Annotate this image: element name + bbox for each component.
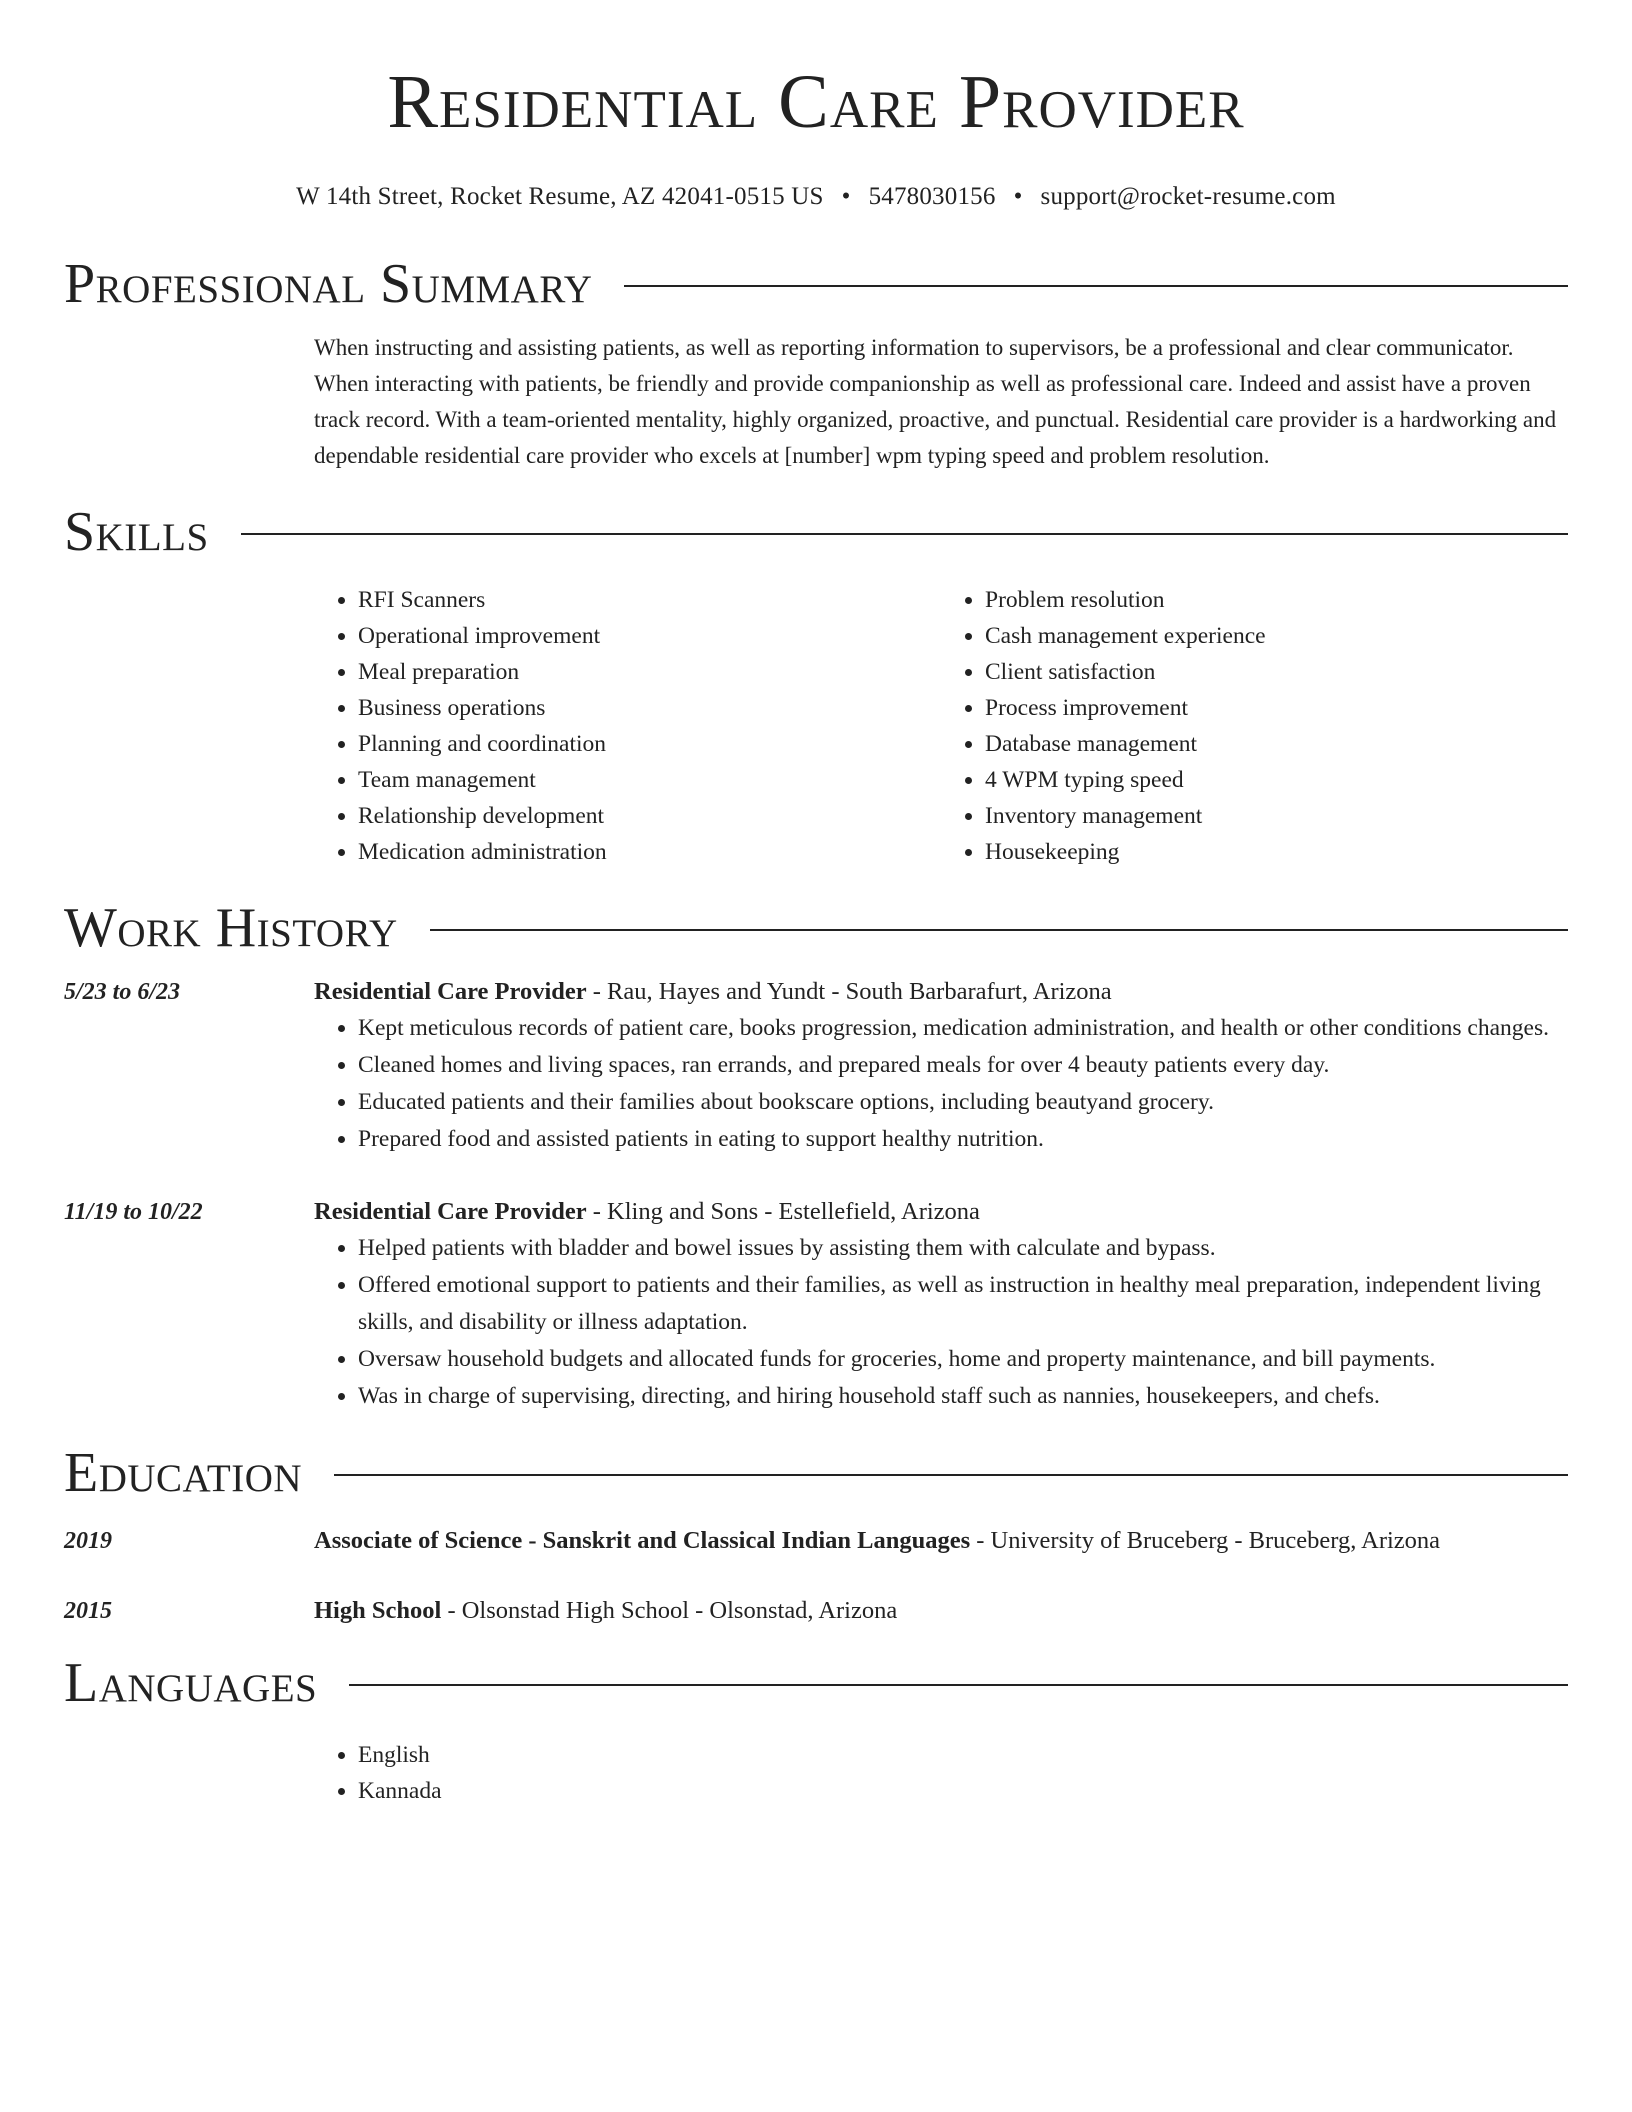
language-item: • English (358, 1737, 1568, 1773)
contact-separator: • (841, 183, 851, 210)
job-bullet: • Prepared food and assisted patients in eating to support healthy nutrition. (358, 1121, 1568, 1158)
skill-item: • Database management (985, 726, 1568, 762)
skill-item: • Inventory management (985, 798, 1568, 834)
skill-item: • Team management (358, 762, 941, 798)
job-bullets (314, 1010, 1568, 1158)
languages-list (314, 1737, 1568, 1809)
job-title-line (314, 974, 1568, 1010)
job-bullets (314, 1230, 1568, 1415)
skill-item: • Planning and coordination (358, 726, 941, 762)
summary-heading: Professional Summary (64, 253, 593, 315)
job-dates: 5/23 to 6/23 (64, 979, 181, 1005)
skills-heading: Skills (64, 501, 209, 563)
languages-section-header (64, 1651, 1568, 1715)
skill-item: • Meal preparation (358, 654, 941, 690)
job-dates: 11/19 to 10/22 (64, 1199, 203, 1225)
section-divider (241, 533, 1568, 535)
education-year: 2019 (64, 1528, 112, 1554)
skill-item: • 4 WPM typing speed (985, 762, 1568, 798)
job-role: Residential Care Provider (314, 1198, 587, 1225)
job-bullet: • Was in charge of supervising, directing, and hiring household staff such as nannies, housekeepers, and chefs. (358, 1378, 1568, 1415)
languages-heading: Languages (64, 1652, 318, 1714)
section-divider (430, 929, 1568, 931)
language-item: • Kannada (358, 1773, 1568, 1809)
languages-block (314, 1737, 1568, 1809)
education-year: 2015 (64, 1598, 112, 1624)
job-employer: - Rau, Hayes and Yundt - South Barbarafurt, Arizona (586, 978, 1112, 1005)
candidate-name: Residential Care Provider (387, 60, 1245, 144)
skills-list-left (314, 582, 941, 870)
skill-item: • Business operations (358, 690, 941, 726)
skills-list-right (941, 582, 1568, 870)
skill-item: • Relationship development (358, 798, 941, 834)
education-degree: High School (314, 1597, 442, 1624)
job-bullet: • Offered emotional support to patients and their families, as well as instruction in healthy meal preparation, independent living skills, and disability or illness adaptation. (358, 1267, 1568, 1341)
section-divider (349, 1684, 1568, 1686)
education-heading: Education (64, 1442, 303, 1504)
job-bullet: • Oversaw household budgets and allocated funds for groceries, home and property maintenance, and bill payments. (358, 1341, 1568, 1378)
section-divider (334, 1474, 1568, 1476)
job-bullet: • Kept meticulous records of patient care, books progression, medication administration, and health or other conditions changes. (358, 1010, 1568, 1047)
work-section-header (64, 896, 1568, 960)
job-title-line (314, 1194, 1568, 1230)
summary-text: When instructing and assisting patients, as well as reporting information to supervisors, be a professional and clear communicator. When interacting with patients, be friendly and provide companionship as well as professional care. Indeed and assist have a proven track record. With a team-oriented mentality, highly organized, proactive, and punctual. Residential care provider is a hardworking and dependable residential care provider who excels at [number] wpm typing speed and problem resolution. (314, 335, 1557, 468)
education-school: - Olsonstad High School - Olsonstad, Arizona (441, 1597, 898, 1624)
skill-item: • Operational improvement (358, 618, 941, 654)
job-entry (64, 974, 1568, 1158)
skill-item: • RFI Scanners (358, 582, 941, 618)
work-heading: Work History (64, 897, 398, 959)
skills-section-header (64, 500, 1568, 564)
education-title-line (314, 1593, 1568, 1629)
education-title-line (314, 1523, 1568, 1559)
job-bullet: • Educated patients and their families about bookscare options, including beautyand grocery. (358, 1084, 1568, 1121)
contact-separator: • (1013, 183, 1023, 210)
job-bullet: • Helped patients with bladder and bowel issues by assisting them with calculate and bypass. (358, 1230, 1568, 1267)
skill-item: • Process improvement (985, 690, 1568, 726)
contact-email: support@rocket-resume.com (1040, 183, 1336, 210)
skill-item: • Housekeeping (985, 834, 1568, 870)
education-degree: Associate of Science - Sanskrit and Classical Indian Languages (314, 1527, 971, 1554)
education-entry (64, 1523, 1568, 1559)
job-employer: - Kling and Sons - Estellefield, Arizona (586, 1198, 980, 1225)
job-bullet: • Cleaned homes and living spaces, ran errands, and prepared meals for over 4 beauty patients every day. (358, 1047, 1568, 1084)
skills-columns (314, 582, 1568, 870)
contact-line (64, 180, 1568, 214)
summary-section-header (64, 252, 1568, 316)
job-role: Residential Care Provider (314, 978, 587, 1005)
section-divider (624, 285, 1568, 287)
education-school: - University of Bruceberg - Bruceberg, Arizona (970, 1527, 1441, 1554)
job-content (314, 974, 1568, 1158)
skill-item: • Medication administration (358, 834, 941, 870)
job-entry (64, 1194, 1568, 1415)
skill-item: • Cash management experience (985, 618, 1568, 654)
job-content (314, 1194, 1568, 1415)
contact-phone: 5478030156 (868, 183, 996, 210)
education-entry (64, 1593, 1568, 1629)
education-section-header (64, 1441, 1568, 1505)
skill-item: • Client satisfaction (985, 654, 1568, 690)
skill-item: • Problem resolution (985, 582, 1568, 618)
contact-address: W 14th Street, Rocket Resume, AZ 42041-0515 US (296, 183, 824, 210)
